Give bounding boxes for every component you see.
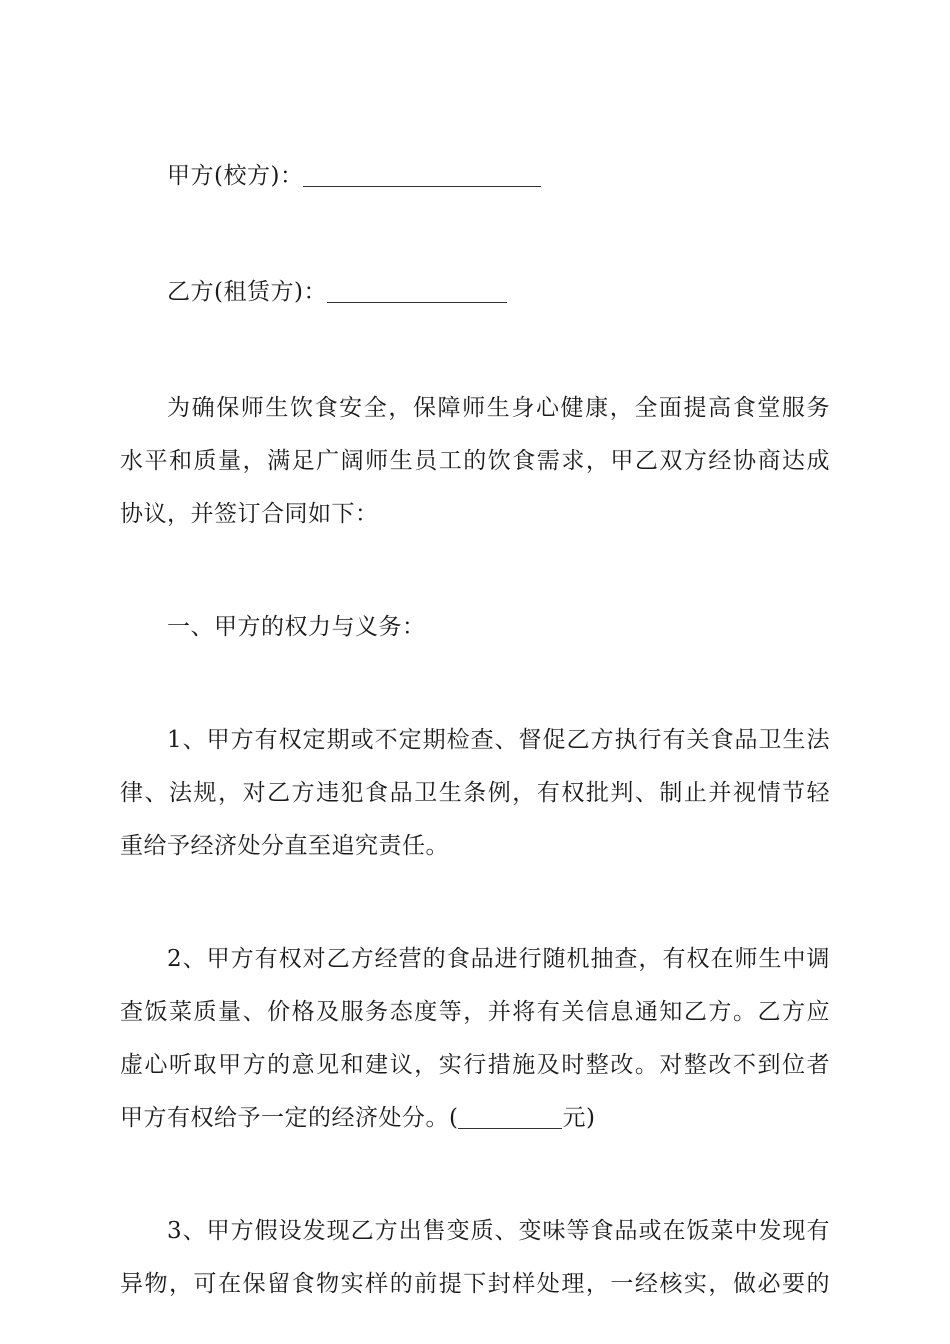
section-1-heading: 一、甲方的权力与义务： — [167, 614, 426, 640]
clause-2-line: 2、甲方有权对乙方经营的食品进行随机抽查，有权在师生中调 — [167, 946, 830, 972]
clause-2-last-after: 元) — [562, 1105, 596, 1131]
amount-blank[interactable] — [458, 1106, 562, 1129]
document-page — [120, 150, 830, 1311]
clause-2-last-before: 甲方有权给予一定的经济处分。( — [120, 1105, 459, 1131]
intro-paragraph — [120, 382, 830, 541]
clause-1-line: 1、甲方有权定期或不定期检查、督促乙方执行有关食品卫生法 — [167, 727, 830, 753]
intro-line: 协议，并签订合同如下： — [120, 501, 379, 527]
party-b-label: 乙方(租赁方)： — [167, 279, 327, 305]
party-a-blank[interactable] — [303, 164, 541, 187]
intro-line: 为确保师生饮食安全，保障师生身心健康，全面提高食堂服务 — [167, 395, 830, 421]
clause-3-paragraph — [120, 1205, 830, 1311]
clause-3-line: 异物，可在保留食物实样的前提下封样处理，一经核实，做必要的 — [120, 1271, 830, 1297]
clause-2-last-line — [120, 1092, 830, 1145]
party-b-blank[interactable] — [327, 280, 507, 303]
clause-2-paragraph — [120, 933, 830, 1145]
party-a-line — [120, 150, 830, 203]
party-a-label: 甲方(校方)： — [167, 163, 304, 189]
clause-1-line: 律、法规，对乙方违犯食品卫生条例，有权批判、制止并视情节轻 — [120, 780, 830, 806]
clause-2-line: 虚心听取甲方的意见和建议，实行措施及时整改。对整改不到位者 — [120, 1052, 830, 1078]
clause-3-line: 3、甲方假设发现乙方出售变质、变味等食品或在饭菜中发现有 — [167, 1218, 830, 1244]
intro-line: 水平和质量，满足广阔师生员工的饮食需求，甲乙双方经协商达成 — [120, 448, 830, 474]
clause-1-paragraph — [120, 714, 830, 873]
clause-1-line: 重给予经济处分直至追究责任。 — [120, 833, 449, 859]
party-b-line — [120, 266, 830, 319]
clause-2-line: 查饭菜质量、价格及服务态度等，并将有关信息通知乙方。乙方应 — [120, 999, 830, 1025]
